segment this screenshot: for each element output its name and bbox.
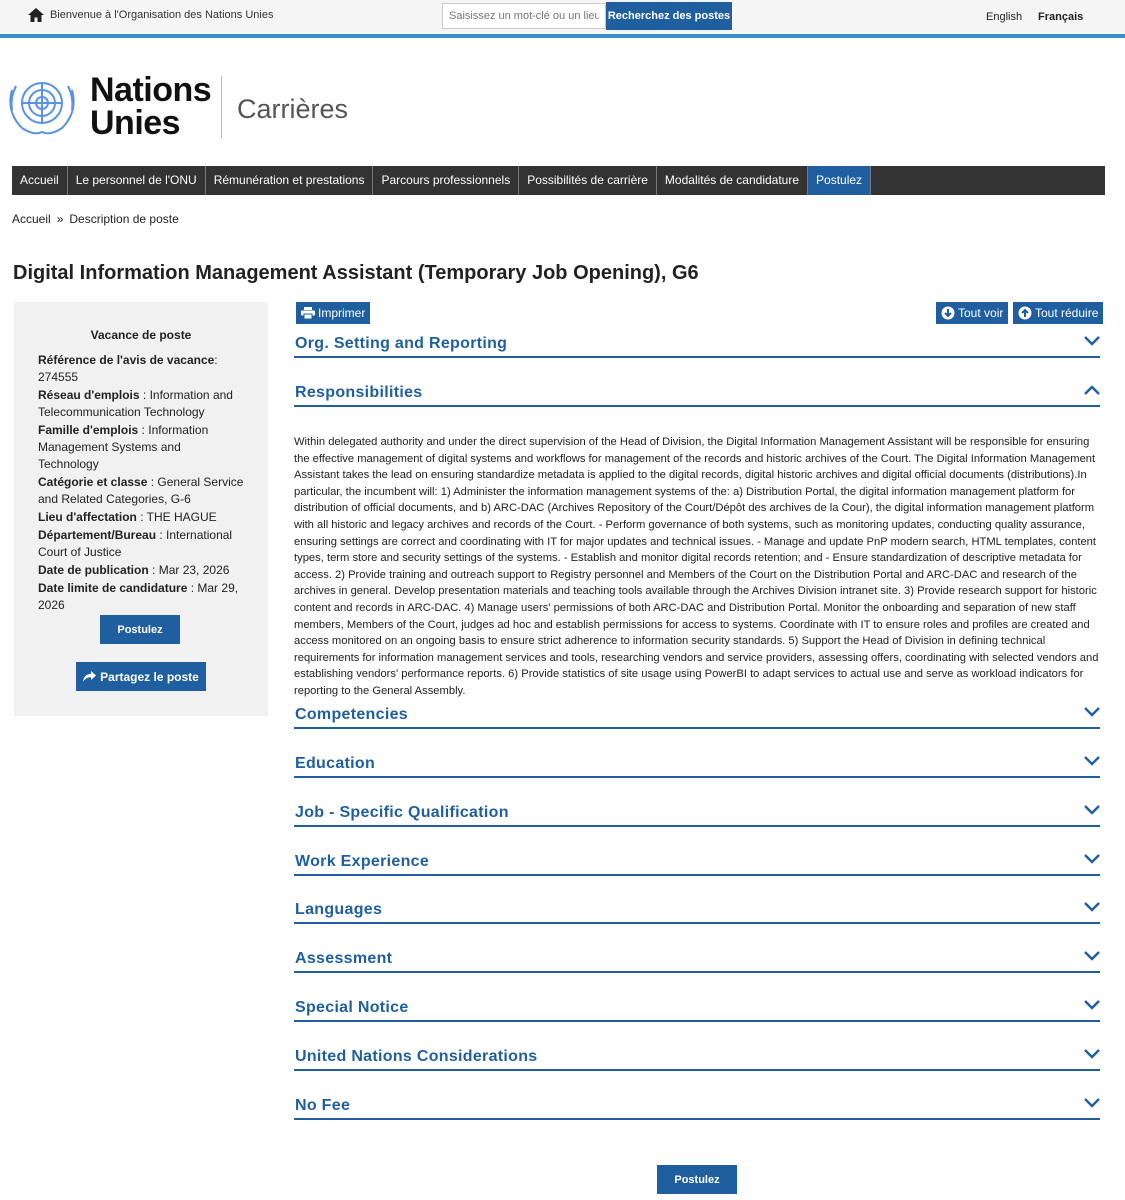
page-title: Digital Information Management Assistant (Temporary Job Opening), G6	[13, 262, 699, 284]
section-work-experience[interactable]	[294, 852, 1100, 876]
section-special-notice[interactable]	[294, 998, 1100, 1022]
field-reference	[38, 352, 244, 386]
chevron-down-icon	[1084, 1098, 1100, 1108]
field-value: International Court of Justice	[38, 528, 233, 559]
nav-item-parcours[interactable]: Parcours professionnels	[373, 166, 519, 195]
field-label: Famille d'emplois	[38, 423, 139, 437]
field-separator: :	[156, 528, 163, 542]
field-separator: :	[139, 388, 147, 402]
responsibilities-text: Within delegated authority and under the direct supervision of the Head of Division, the Digital Information Management Assistant will be responsible for ensuring the effective management of digital systems and workflows for management of the records and historic archives of the Court. The Digital Information Management Assistant takes the lead on ensuring standardize metadata is applied to the digital records, digital historic archives and digital official documents (distributions).In particular, the incumbent will: 1) Administer the information management systems of the: a) Distribution Portal, the digital information management platform for distribution of official documents, and b) ARC-DAC (Archives Repository of the Court/Dépôt des archives de la Cour), the digital information management platform with all historic and legacy archives and records of the Court. - Perform governance of both systems, such as monitoring updates, conducting quality assurance, ensuring settings are correct and coordinating with IT for major updates and technical issues. - Manage and update PnP modern search, HTML templates, content types, term store and security settings of the systems. - Establish and monitor digital records retention; and - Ensure standardization of descriptive metadata for access. 2) Provide training and outreach support to Registry personnel and Members of the Court on the Distribution Portal and ARC-DAC and research of the archives in general. Develop presentation materials and teaching tools available through the Archives Division intranet site. 3) Provide research support for historic content and records in ARC-DAC. 4) Manage users' permissions of both ARC-DAC and Distribution Portal. Monitor the onboarding and separation of new staff members, Members of the Court, judges ad hoc and establish permissions for access to systems. Coordinate with IT to ensure roles and profiles are created and access monitored on an ongoing basis to ensure strict adherence to information security standards. 5) Support the Head of Division in defining technical requirements for information management services and tools, researching vendors and service providers, assessing offers, coordinating with selected vendors and establishing vendors' performance reports. 6) Provide statistics of site usage using PowerBI to adapt services to actual use and serve as workload indicators for reporting to the General Assembly.	[294, 436, 1099, 697]
site-name: Carrières	[237, 94, 349, 124]
field-label: Catégorie et classe	[38, 475, 148, 489]
field-deadline	[38, 580, 244, 614]
job-fields	[38, 352, 244, 615]
field-value: Information and Telecommunication Technology	[38, 388, 233, 419]
nav-item-accueil[interactable]: Accueil	[12, 166, 68, 195]
nav-item-personnel[interactable]: Le personnel de l'ONU	[68, 166, 206, 195]
nav-item-postulez[interactable]: Postulez	[808, 166, 871, 195]
chevron-down-icon	[1084, 1000, 1100, 1010]
nav-item-possibilites[interactable]: Possibilités de carrière	[519, 166, 657, 195]
field-posting-date	[38, 562, 244, 579]
field-label: Lieu d'affectation	[38, 510, 137, 524]
nav-item-remuneration[interactable]: Rémunération et prestations	[206, 166, 374, 195]
field-value: General Service and Related Categories, G-6	[38, 475, 244, 506]
breadcrumb-current: Description de poste	[69, 212, 179, 226]
field-category	[38, 474, 244, 508]
chevron-down-icon	[1084, 756, 1100, 766]
chevron-down-icon	[1084, 707, 1100, 717]
section-title: Work Experience	[295, 853, 430, 870]
field-value: Information Management Systems and Technology	[38, 423, 209, 471]
breadcrumb-home[interactable]: Accueil	[12, 212, 51, 226]
section-title: Job - Specific Qualification	[295, 804, 509, 821]
arrow-up-circle-icon	[1018, 306, 1032, 320]
arrow-down-circle-icon	[941, 306, 955, 320]
job-summary-sidebar	[14, 302, 268, 716]
expand-all-label: Tout voir	[958, 306, 1004, 320]
field-job-network	[38, 387, 244, 421]
section-title: Education	[295, 755, 376, 772]
sidebar-heading: Vacance de poste	[90, 328, 192, 342]
chevron-down-icon	[1084, 1049, 1100, 1059]
field-label: Référence de l'avis de vacance	[38, 353, 215, 367]
section-assessment[interactable]	[294, 949, 1100, 973]
chevron-up-icon	[1084, 385, 1100, 395]
breadcrumb-separator: »	[56, 212, 64, 226]
share-job-button[interactable]	[76, 662, 206, 691]
language-french-link[interactable]: Français	[1038, 11, 1084, 23]
chevron-down-icon	[1084, 854, 1100, 864]
section-no-fee[interactable]	[294, 1096, 1100, 1120]
field-separator: :	[138, 423, 145, 437]
field-value: Mar 29, 2026	[38, 581, 239, 612]
logo-line-2: Unies	[90, 104, 181, 142]
bottom-apply-button[interactable]: Postulez	[657, 1165, 737, 1194]
logo-line-1: Nations	[90, 71, 212, 109]
expand-all-button[interactable]	[936, 302, 1008, 324]
field-value: THE HAGUE	[146, 510, 217, 524]
field-label: Réseau d'emplois	[38, 388, 140, 402]
welcome-link[interactable]	[28, 8, 273, 22]
search-input[interactable]	[442, 3, 606, 29]
field-separator: :	[148, 563, 156, 577]
printer-icon	[301, 307, 315, 319]
field-separator: :	[214, 353, 218, 367]
section-education[interactable]	[294, 754, 1100, 778]
field-value: Mar 23, 2026	[158, 563, 230, 577]
chevron-down-icon	[1084, 951, 1100, 961]
field-label: Date de publication	[38, 563, 149, 577]
welcome-text: Bienvenue à l'Organisation des Nations Unies	[50, 9, 274, 21]
field-department	[38, 527, 244, 561]
search-jobs-button[interactable]: Recherchez des postes	[606, 2, 732, 30]
nav-item-modalites[interactable]: Modalités de candidature	[657, 166, 808, 195]
share-icon	[83, 671, 96, 682]
field-separator: :	[147, 475, 155, 489]
section-title: Responsibilities	[295, 384, 423, 401]
chevron-down-icon	[1084, 336, 1100, 346]
section-title: Languages	[295, 901, 383, 918]
section-title: No Fee	[295, 1097, 351, 1114]
section-title: Competencies	[295, 706, 408, 723]
field-separator: :	[187, 581, 195, 595]
field-separator: :	[136, 510, 144, 524]
section-title: Org. Setting and Reporting	[295, 335, 508, 352]
home-icon	[28, 8, 44, 22]
field-label: Département/Bureau	[38, 528, 157, 542]
field-value: 274555	[38, 370, 79, 384]
chevron-down-icon	[1084, 902, 1100, 912]
un-wordmark[interactable]	[90, 71, 212, 142]
section-title: Assessment	[295, 950, 393, 967]
share-label: Partagez le poste	[100, 669, 199, 684]
print-button[interactable]	[296, 302, 370, 324]
section-languages[interactable]	[294, 900, 1100, 924]
section-title: Special Notice	[295, 999, 409, 1016]
section-title: United Nations Considerations	[295, 1048, 538, 1065]
section-competencies[interactable]	[294, 705, 1100, 729]
section-un-considerations[interactable]	[294, 1047, 1100, 1071]
language-english-link[interactable]: English	[986, 11, 1023, 23]
sidebar-apply-button[interactable]: Postulez	[100, 615, 180, 644]
collapse-all-label: Tout réduire	[1035, 306, 1099, 320]
section-responsibilities[interactable]	[294, 383, 1100, 407]
breadcrumb	[12, 212, 179, 226]
main-navigation	[12, 166, 1105, 195]
top-bar	[0, 0, 1125, 38]
logo-divider	[221, 76, 222, 138]
un-emblem-logo[interactable]	[4, 72, 80, 138]
section-job-specific-qualification[interactable]	[294, 803, 1100, 827]
collapse-all-button[interactable]	[1013, 302, 1103, 324]
chevron-down-icon	[1084, 805, 1100, 815]
section-org-setting[interactable]	[294, 334, 1100, 358]
field-label: Date limite de candidature	[38, 581, 188, 595]
field-job-family	[38, 422, 244, 473]
field-duty-station	[38, 509, 244, 526]
print-label: Imprimer	[318, 306, 366, 320]
